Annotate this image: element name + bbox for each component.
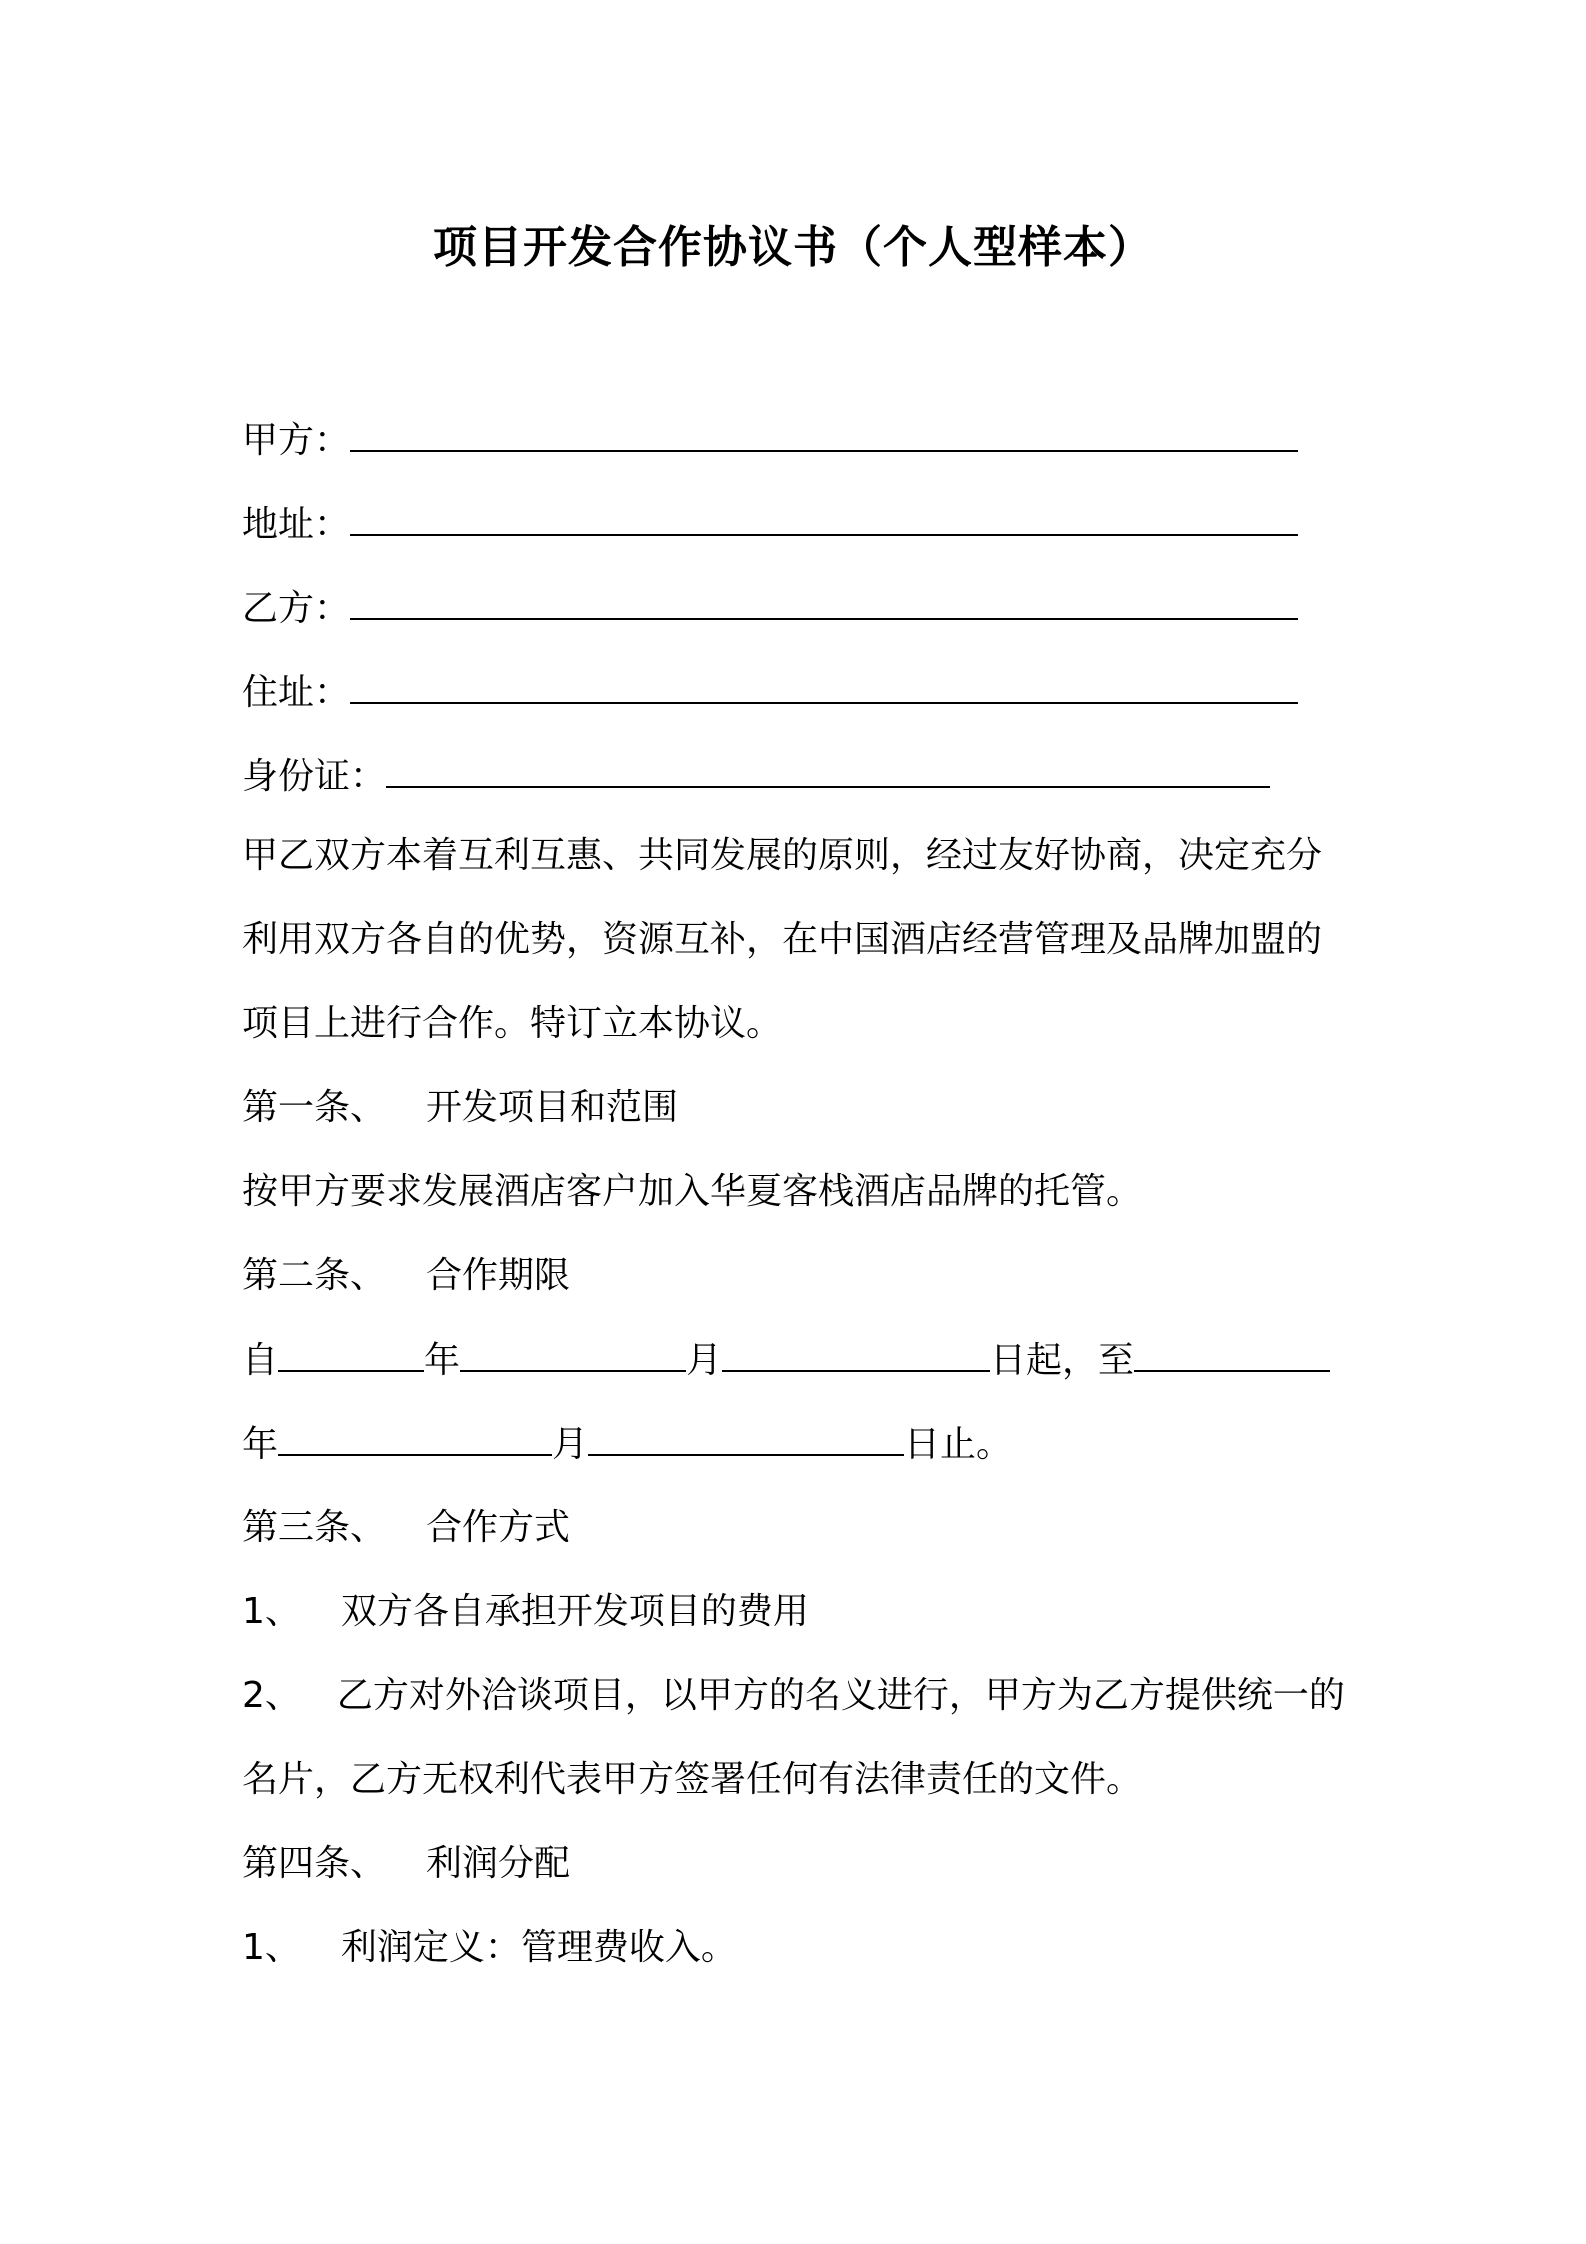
blank-line [588, 1420, 904, 1456]
article-heading [242, 1504, 570, 1552]
blank-line [722, 1336, 990, 1372]
article-number: 第四条、 [242, 1843, 387, 1884]
field-party-a [242, 416, 1298, 465]
blank-line [278, 1336, 424, 1372]
date-line [242, 1420, 1012, 1469]
article-number: 第二条、 [242, 1255, 387, 1296]
date-text: 日起，至 [990, 1340, 1135, 1381]
document-title: 项目开发合作协议书（个人型样本） [433, 222, 1153, 273]
item-number: 2、 [242, 1675, 301, 1716]
blank-line [350, 584, 1298, 620]
article-title: 合作期限 [426, 1255, 571, 1296]
intro-line: 甲乙双方本着互利互惠、共同发展的原则，经过友好协商，决定充分 [242, 835, 1323, 876]
field-label: 乙方： [242, 588, 351, 629]
item-text: 双方各自承担开发项目的费用 [340, 1591, 809, 1632]
field-address [242, 500, 1298, 549]
intro-line: 项目上进行合作。特订立本协议。 [242, 1003, 783, 1044]
date-line [242, 1336, 1330, 1385]
date-text: 年 [424, 1340, 461, 1381]
item-number: 1、 [242, 1591, 301, 1632]
item-number: 1、 [242, 1927, 301, 1968]
blank-line [350, 668, 1298, 704]
intro-line: 利用双方各自的优势，资源互补，在中国酒店经营管理及品牌加盟的 [242, 919, 1323, 960]
item-text: 乙方对外洽谈项目，以甲方的名义进行，甲方为乙方提供统一的 [336, 1675, 1345, 1716]
article-number: 第一条、 [242, 1087, 387, 1128]
article-number: 第三条、 [242, 1507, 387, 1548]
field-id-card [242, 752, 1270, 801]
article-body: 按甲方要求发展酒店客户加入华夏客栈酒店品牌的托管。 [242, 1171, 1143, 1212]
field-label: 甲方： [242, 420, 351, 461]
field-label: 身份证： [242, 756, 387, 797]
article-title: 合作方式 [426, 1507, 571, 1548]
article-title: 利润分配 [426, 1843, 571, 1884]
list-item [242, 1588, 809, 1636]
blank-line [350, 500, 1298, 536]
blank-line [386, 752, 1270, 788]
list-item [242, 1924, 737, 1972]
date-text: 自 [242, 1340, 279, 1381]
list-item-continuation: 名片，乙方无权利代表甲方签署任何有法律责任的文件。 [242, 1759, 1143, 1800]
date-text: 日止。 [904, 1424, 1013, 1465]
date-text: 年 [242, 1424, 279, 1465]
item-text: 利润定义：管理费收入。 [340, 1927, 737, 1968]
article-heading [242, 1840, 570, 1888]
field-residence [242, 668, 1298, 717]
article-heading [242, 1252, 570, 1300]
date-text: 月 [552, 1424, 589, 1465]
list-item [242, 1672, 1345, 1720]
field-party-b [242, 584, 1298, 633]
field-label: 住址： [242, 672, 351, 713]
blank-line [278, 1420, 552, 1456]
blank-line [460, 1336, 686, 1372]
article-title: 开发项目和范围 [426, 1087, 679, 1128]
article-heading [242, 1084, 678, 1132]
field-label: 地址： [242, 504, 351, 545]
blank-line [1134, 1336, 1330, 1372]
blank-line [350, 416, 1298, 452]
date-text: 月 [686, 1340, 723, 1381]
